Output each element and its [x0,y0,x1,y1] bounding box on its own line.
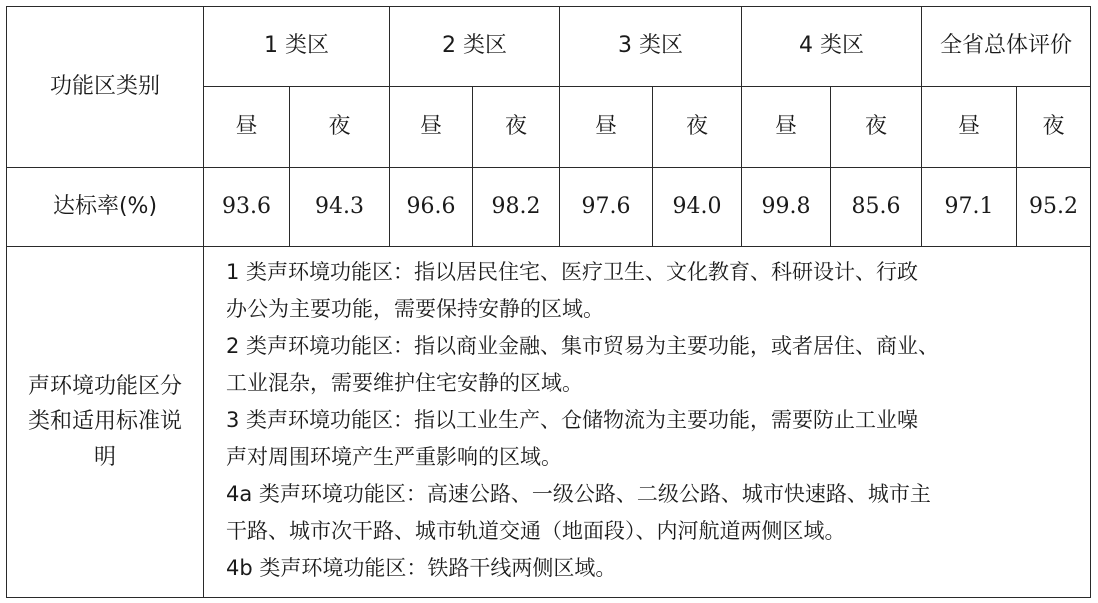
night-header: 夜 [653,87,742,168]
notes-cell [204,247,1091,598]
rate-value: 96.6 [390,168,473,247]
night-header: 夜 [290,87,390,168]
rate-value: 98.2 [473,168,560,247]
night-header: 夜 [473,87,560,168]
note-class-2-line-1: 2 类声环境功能区：指以商业金融、集市贸易为主要功能，或者居住、商业、 [226,333,940,358]
day-header: 昼 [560,87,653,168]
note-class-4a-line-2: 干路、城市次干路、城市轨道交通（地面段）、内河航道两侧区域。 [226,518,846,543]
day-header: 昼 [390,87,473,168]
zone-3-header: 3 类区 [560,7,742,87]
province-overall-header: 全省总体评价 [922,7,1091,87]
rate-value: 93.6 [204,168,290,247]
notes-label: 声环境功能区分 类和适用标准说 明 [7,247,204,598]
note-class-2-line-2: 工业混杂，需要维护住宅安静的区域。 [226,370,583,395]
rate-value: 97.1 [922,168,1017,247]
day-header: 昼 [742,87,831,168]
note-class-3-line-1: 3 类声环境功能区：指以工业生产、仓储物流为主要功能，需要防止工业噪 [226,407,919,432]
note-class-4a-line-1: 4a 类声环境功能区：高速公路、一级公路、二级公路、城市快速路、城市主 [226,481,931,506]
zone-2-header: 2 类区 [390,7,560,87]
row-header-cell: 功能区类别 [7,7,204,168]
rate-value: 94.3 [290,168,390,247]
note-class-1-line-2: 办公为主要功能，需要保持安静的区域。 [226,296,604,321]
rate-value: 95.2 [1017,168,1091,247]
rate-value: 94.0 [653,168,742,247]
note-class-3-line-2: 声对周围环境产生严重影响的区域。 [226,444,562,469]
zone-1-header: 1 类区 [204,7,390,87]
zone-4-header: 4 类区 [742,7,922,87]
note-class-4b-line-1: 4b 类声环境功能区：铁路干线两侧区域。 [226,555,617,580]
rate-value: 85.6 [831,168,922,247]
day-header: 昼 [922,87,1017,168]
night-header: 夜 [831,87,922,168]
zone-header-row [7,7,1091,87]
night-header: 夜 [1017,87,1091,168]
rate-label: 达标率(%) [7,168,204,247]
noise-compliance-table [6,6,1091,598]
rate-row [7,168,1091,247]
notes-row [7,247,1091,598]
rate-value: 97.6 [560,168,653,247]
rate-value: 99.8 [742,168,831,247]
day-header: 昼 [204,87,290,168]
note-class-1-line-1: 1 类声环境功能区：指以居民住宅、医疗卫生、文化教育、科研设计、行政 [226,260,919,284]
